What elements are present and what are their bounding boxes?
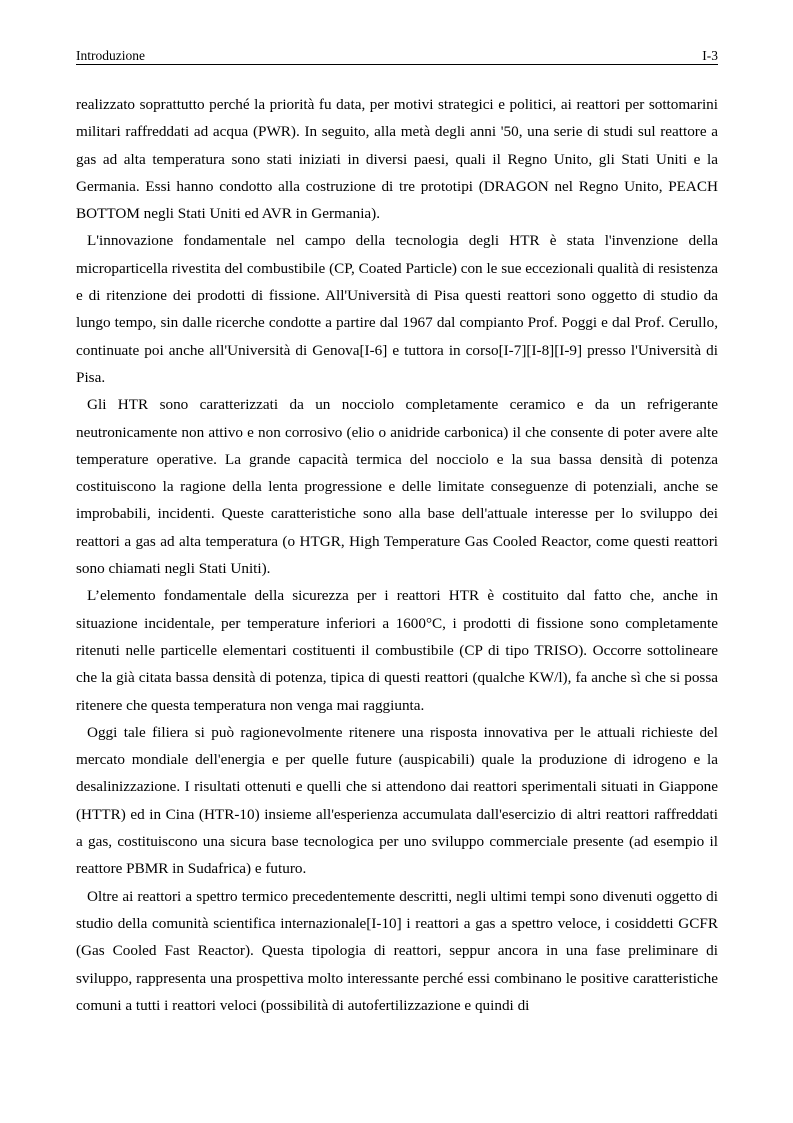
section-title: Introduzione xyxy=(76,48,145,63)
paragraph-1: realizzato soprattutto perché la priorità fu data, per motivi strategici e politici, ai reattori per sottomarini militari raffreddati ad acqua (PWR). In seguito, alla metà degli anni '50, una serie di studi sul reattore a gas ad alta temperatura sono stati iniziati in diversi paesi, quali il Regno Unito, gli Stati Uniti e la Germania. Essi hanno condotto alla costruzione di tre prototipi (DRAGON nel Regno Unito, PEACH BOTTOM negli Stati Uniti ed AVR in Germania). xyxy=(76,96,718,223)
body-text xyxy=(76,91,718,1019)
paragraph-2: L'innovazione fondamentale nel campo della tecnologia degli HTR è stata l'invenzione della microparticella rivestita del combustibile (CP, Coated Particle) con le sue eccezionali qualità di resistenza e di ritenzione dei prodotti di fissione. All'Università di Pisa questi reattori sono oggetto di studio da lungo tempo, sin dalle ricerche condotte a partire dal 1967 dal compianto Prof. Poggi e dal Prof. Cerullo, continuate poi anche all'Università di Genova[I-6] e tuttora in corso[I-7][I-8][I-9] presso l'Università di Pisa. xyxy=(76,232,718,386)
running-header xyxy=(76,48,718,65)
page-number: I-3 xyxy=(702,48,718,63)
paragraph-3: Gli HTR sono caratterizzati da un nocciolo completamente ceramico e da un refrigerante neutronicamente non attivo e non corrosivo (elio o anidride carbonica) il che consente di poter avere alte temperature operative. La grande capacità termica del nocciolo e la sua bassa densità di potenza costituiscono la ragione della lenta progressione e delle limitate conseguenze di potenziali, anche se improbabili, incidenti. Queste caratteristiche sono alla base dell'attuale interesse per lo sviluppo dei reattori a gas ad alta temperatura (o HTGR, High Temperature Gas Cooled Reactor, come questi reattori sono chiamati negli Stati Uniti). xyxy=(76,396,718,578)
paragraph-5: Oggi tale filiera si può ragionevolmente ritenere una risposta innovativa per le attuali richieste del mercato mondiale dell'energia e per quelle future (auspicabili) quale la produzione di idrogeno e la desalinizzazione. I risultati ottenuti e quelli che si attendono dai reattori sperimentali situati in Giappone (HTTR) ed in Cina (HTR-10) insieme all'esperienza accumulata dall'esercizio di altri reattori raffreddati a gas, costituiscono una sicura base tecnologica per uno sviluppo commerciale presente (ad esempio il reattore PBMR in Sudafrica) e futuro. xyxy=(76,723,718,878)
paragraph-4: L’elemento fondamentale della sicurezza per i reattori HTR è costituito dal fatto che, anche in situazione incidentale, per temperature inferiori a 1600°C, i prodotti di fissione sono completamente ritenuti nelle particelle elementari costituenti il combustibile (CP di tipo TRISO). Occorre sottolineare che la già citata bassa densità di potenza, tipica di questi reattori (qualche KW/l), fa anche sì che si possa ritenere che questa temperatura non venga mai raggiunta. xyxy=(76,587,718,714)
paragraph-6: Oltre ai reattori a spettro termico precedentemente descritti, negli ultimi tempi sono divenuti oggetto di studio della comunità scientifica internazionale[I-10] i reattori a gas a spettro veloce, i cosiddetti GCFR (Gas Cooled Fast Reactor). Questa tipologia di reattori, seppur ancora in una fase preliminare di sviluppo, rappresenta una prospettiva molto interessante perché essi combinano le positive caratteristiche comuni a tutti i reattori veloci (possibilità di autofertilizzazione e quindi di xyxy=(76,887,718,1014)
